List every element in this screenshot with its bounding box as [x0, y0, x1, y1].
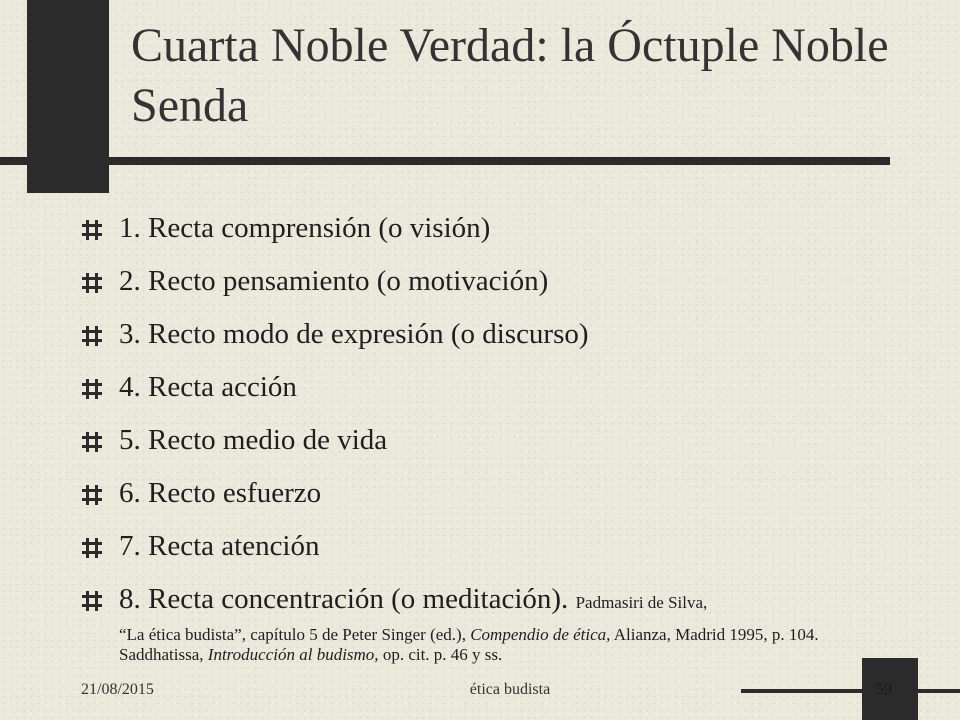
square-cross-bullet-icon	[82, 591, 102, 611]
bullet-item	[82, 208, 882, 261]
bullet-item	[82, 473, 882, 526]
square-cross-bullet-icon	[82, 379, 102, 399]
source-text-part3: op. cit. p. 46 y ss.	[378, 645, 503, 664]
source-citation	[119, 625, 882, 665]
source-text-part1: “La ética budista”, capítulo 5 de Peter Singer (ed.),	[119, 625, 471, 644]
title-underline-rule	[0, 157, 890, 165]
source-book-title-1: Compendio de ética	[470, 625, 607, 644]
square-cross-bullet-icon	[82, 326, 102, 346]
bullet-text: 6. Recto esfuerzo	[119, 477, 322, 509]
source-author: Padmasiri de Silva,	[575, 593, 708, 612]
source-text-part2: , Alianza, Madrid 1995, p. 104. Saddhatissa,	[119, 625, 819, 664]
bullet-item	[82, 526, 882, 579]
bullet-text: 3. Recto modo de expresión (o discurso)	[119, 318, 589, 350]
slide-title: Cuarta Noble Verdad: la Óctuple Noble Senda	[131, 19, 889, 132]
bullet-list	[82, 208, 882, 665]
bullet-text: 1. Recta comprensión (o visión)	[119, 212, 491, 244]
square-cross-bullet-icon	[82, 432, 102, 452]
bullet-item-with-source	[82, 579, 882, 665]
square-cross-bullet-icon	[82, 273, 102, 293]
footer-date: 21/08/2015	[81, 681, 154, 698]
bullet-item	[82, 261, 882, 314]
footer-title: ética budista	[469, 681, 551, 698]
source-book-title-2: Introducción al budismo,	[207, 645, 379, 664]
square-cross-bullet-icon	[82, 220, 102, 240]
bullet-text: 8. Recta concentración (o meditación).	[119, 583, 569, 615]
square-cross-bullet-icon	[82, 538, 102, 558]
bullet-text: 2. Recto pensamiento (o motivación)	[119, 265, 549, 297]
bullet-text: 7. Recta atención	[119, 530, 320, 562]
bullet-text: 4. Recta acción	[119, 371, 297, 403]
bullet-item	[82, 420, 882, 473]
footer-rule	[741, 689, 960, 693]
square-cross-bullet-icon	[82, 485, 102, 505]
page-number: 59	[876, 681, 892, 698]
bullet-item	[82, 314, 882, 367]
bullet-item	[82, 367, 882, 420]
bullet-text: 5. Recto medio de vida	[119, 424, 388, 456]
